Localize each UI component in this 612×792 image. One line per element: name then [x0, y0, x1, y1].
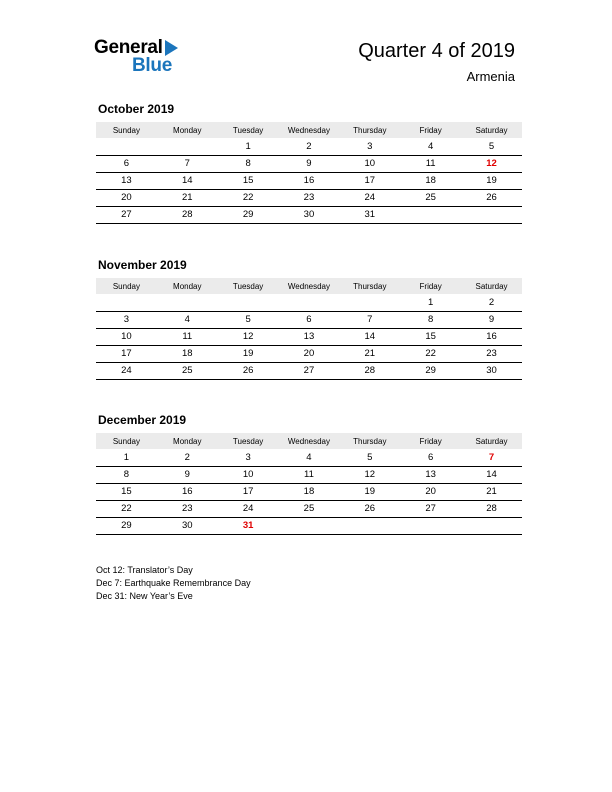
weekday-header-section — [96, 122, 522, 138]
day-cell: 21 — [157, 189, 218, 206]
logo-text-general: General — [94, 37, 163, 58]
calendar-table — [96, 433, 522, 535]
week-row — [96, 155, 522, 172]
weekday-header: Tuesday — [218, 278, 279, 294]
day-cell: 10 — [96, 328, 157, 345]
calendar-body — [96, 294, 522, 379]
empty-day-cell — [461, 517, 522, 534]
weekday-header: Thursday — [339, 278, 400, 294]
weekday-header: Monday — [157, 122, 218, 138]
weekday-header: Sunday — [96, 122, 157, 138]
day-cell: 3 — [218, 449, 279, 466]
day-cell: 23 — [461, 345, 522, 362]
day-cell: 19 — [461, 172, 522, 189]
day-cell: 29 — [400, 362, 461, 379]
day-cell: 27 — [400, 500, 461, 517]
day-cell: 14 — [461, 466, 522, 483]
weekday-header: Tuesday — [218, 433, 279, 449]
calendar-body — [96, 449, 522, 534]
week-row — [96, 466, 522, 483]
weekday-header: Friday — [400, 433, 461, 449]
day-cell: 12 — [339, 466, 400, 483]
day-cell: 19 — [218, 345, 279, 362]
day-cell: 2 — [157, 449, 218, 466]
day-cell: 20 — [96, 189, 157, 206]
day-cell: 29 — [218, 206, 279, 223]
week-row — [96, 138, 522, 155]
day-cell: 20 — [400, 483, 461, 500]
calendar-table — [96, 278, 522, 380]
empty-day-cell — [157, 138, 218, 155]
day-cell: 8 — [96, 466, 157, 483]
holiday-note: Dec 31: New Year’s Eve — [96, 591, 193, 601]
day-cell: 25 — [400, 189, 461, 206]
day-cell: 13 — [96, 172, 157, 189]
weekday-header: Monday — [157, 433, 218, 449]
day-cell: 16 — [461, 328, 522, 345]
day-cell: 10 — [339, 155, 400, 172]
day-cell: 9 — [157, 466, 218, 483]
day-cell: 2 — [279, 138, 340, 155]
day-cell: 13 — [279, 328, 340, 345]
day-cell: 15 — [400, 328, 461, 345]
weekday-header: Tuesday — [218, 122, 279, 138]
empty-day-cell — [218, 294, 279, 311]
day-cell: 4 — [400, 138, 461, 155]
day-cell: 29 — [96, 517, 157, 534]
weekday-header-row — [96, 433, 522, 449]
weekday-header: Thursday — [339, 433, 400, 449]
day-cell: 23 — [157, 500, 218, 517]
day-cell: 21 — [461, 483, 522, 500]
weekday-header-section — [96, 278, 522, 294]
weekday-header-row — [96, 122, 522, 138]
week-row — [96, 294, 522, 311]
empty-day-cell — [339, 517, 400, 534]
week-row — [96, 449, 522, 466]
week-row — [96, 483, 522, 500]
day-cell: 5 — [218, 311, 279, 328]
empty-day-cell — [96, 138, 157, 155]
holiday-note: Oct 12: Translator’s Day — [96, 565, 193, 575]
day-cell: 1 — [400, 294, 461, 311]
day-cell: 14 — [157, 172, 218, 189]
day-cell: 8 — [218, 155, 279, 172]
weekday-header: Thursday — [339, 122, 400, 138]
day-cell: 19 — [339, 483, 400, 500]
week-row — [96, 189, 522, 206]
day-cell: 15 — [96, 483, 157, 500]
day-cell: 4 — [157, 311, 218, 328]
month-title: December 2019 — [98, 413, 187, 427]
day-cell: 1 — [218, 138, 279, 155]
weekday-header-row — [96, 278, 522, 294]
day-cell: 11 — [279, 466, 340, 483]
day-cell: 2 — [461, 294, 522, 311]
day-cell: 5 — [339, 449, 400, 466]
day-cell: 25 — [157, 362, 218, 379]
day-cell: 6 — [96, 155, 157, 172]
day-cell: 18 — [157, 345, 218, 362]
weekday-header: Wednesday — [279, 278, 340, 294]
empty-day-cell — [461, 206, 522, 223]
weekday-header: Friday — [400, 122, 461, 138]
day-cell: 18 — [400, 172, 461, 189]
holiday-notes — [96, 564, 251, 603]
empty-day-cell — [400, 206, 461, 223]
day-cell: 25 — [279, 500, 340, 517]
day-cell: 3 — [339, 138, 400, 155]
day-cell: 20 — [279, 345, 340, 362]
day-cell: 15 — [218, 172, 279, 189]
day-cell: 28 — [461, 500, 522, 517]
empty-day-cell — [96, 294, 157, 311]
empty-day-cell — [279, 517, 340, 534]
day-cell: 26 — [339, 500, 400, 517]
day-cell: 12 — [218, 328, 279, 345]
week-row — [96, 328, 522, 345]
day-cell: 22 — [218, 189, 279, 206]
day-cell: 7 — [339, 311, 400, 328]
day-cell: 1 — [96, 449, 157, 466]
day-cell: 13 — [400, 466, 461, 483]
day-cell: 6 — [279, 311, 340, 328]
empty-day-cell — [400, 517, 461, 534]
day-cell: 11 — [157, 328, 218, 345]
november-calendar — [96, 258, 522, 380]
day-cell: 30 — [279, 206, 340, 223]
day-cell: 5 — [461, 138, 522, 155]
week-row — [96, 362, 522, 379]
day-cell: 12 — [461, 155, 522, 172]
week-row — [96, 172, 522, 189]
weekday-header: Sunday — [96, 433, 157, 449]
month-title: October 2019 — [98, 102, 175, 116]
day-cell: 16 — [157, 483, 218, 500]
general-blue-logo — [94, 38, 178, 75]
day-cell: 22 — [400, 345, 461, 362]
day-cell: 27 — [96, 206, 157, 223]
weekday-header: Wednesday — [279, 122, 340, 138]
weekday-header: Friday — [400, 278, 461, 294]
october-calendar — [96, 102, 522, 224]
day-cell: 21 — [339, 345, 400, 362]
day-cell: 14 — [339, 328, 400, 345]
day-cell: 9 — [461, 311, 522, 328]
december-calendar — [96, 413, 522, 535]
week-row — [96, 311, 522, 328]
day-cell: 11 — [400, 155, 461, 172]
day-cell: 27 — [279, 362, 340, 379]
week-row — [96, 517, 522, 534]
day-cell: 10 — [218, 466, 279, 483]
weekday-header: Monday — [157, 278, 218, 294]
day-cell: 30 — [461, 362, 522, 379]
weekday-header-section — [96, 433, 522, 449]
day-cell: 24 — [218, 500, 279, 517]
day-cell: 23 — [279, 189, 340, 206]
day-cell: 17 — [218, 483, 279, 500]
page-subtitle: Armenia — [466, 69, 515, 84]
calendar-body — [96, 138, 522, 223]
logo-text-blue: Blue — [132, 55, 172, 76]
empty-day-cell — [279, 294, 340, 311]
day-cell: 16 — [279, 172, 340, 189]
day-cell: 18 — [279, 483, 340, 500]
day-cell: 17 — [339, 172, 400, 189]
day-cell: 30 — [157, 517, 218, 534]
holiday-note: Dec 7: Earthquake Remembrance Day — [96, 578, 251, 588]
empty-day-cell — [157, 294, 218, 311]
day-cell: 31 — [218, 517, 279, 534]
week-row — [96, 206, 522, 223]
week-row — [96, 345, 522, 362]
weekday-header: Sunday — [96, 278, 157, 294]
title-block — [358, 40, 515, 84]
empty-day-cell — [339, 294, 400, 311]
day-cell: 24 — [96, 362, 157, 379]
calendar-table — [96, 122, 522, 224]
day-cell: 28 — [157, 206, 218, 223]
day-cell: 22 — [96, 500, 157, 517]
weekday-header: Saturday — [461, 433, 522, 449]
day-cell: 17 — [96, 345, 157, 362]
weekday-header: Wednesday — [279, 433, 340, 449]
logo-triangle-icon — [165, 40, 178, 56]
page-title: Quarter 4 of 2019 — [358, 40, 515, 62]
day-cell: 7 — [157, 155, 218, 172]
day-cell: 28 — [339, 362, 400, 379]
day-cell: 26 — [218, 362, 279, 379]
day-cell: 3 — [96, 311, 157, 328]
week-row — [96, 500, 522, 517]
weekday-header: Saturday — [461, 278, 522, 294]
month-title: November 2019 — [98, 258, 187, 272]
day-cell: 4 — [279, 449, 340, 466]
day-cell: 7 — [461, 449, 522, 466]
day-cell: 26 — [461, 189, 522, 206]
day-cell: 6 — [400, 449, 461, 466]
day-cell: 9 — [279, 155, 340, 172]
day-cell: 8 — [400, 311, 461, 328]
weekday-header: Saturday — [461, 122, 522, 138]
day-cell: 31 — [339, 206, 400, 223]
day-cell: 24 — [339, 189, 400, 206]
